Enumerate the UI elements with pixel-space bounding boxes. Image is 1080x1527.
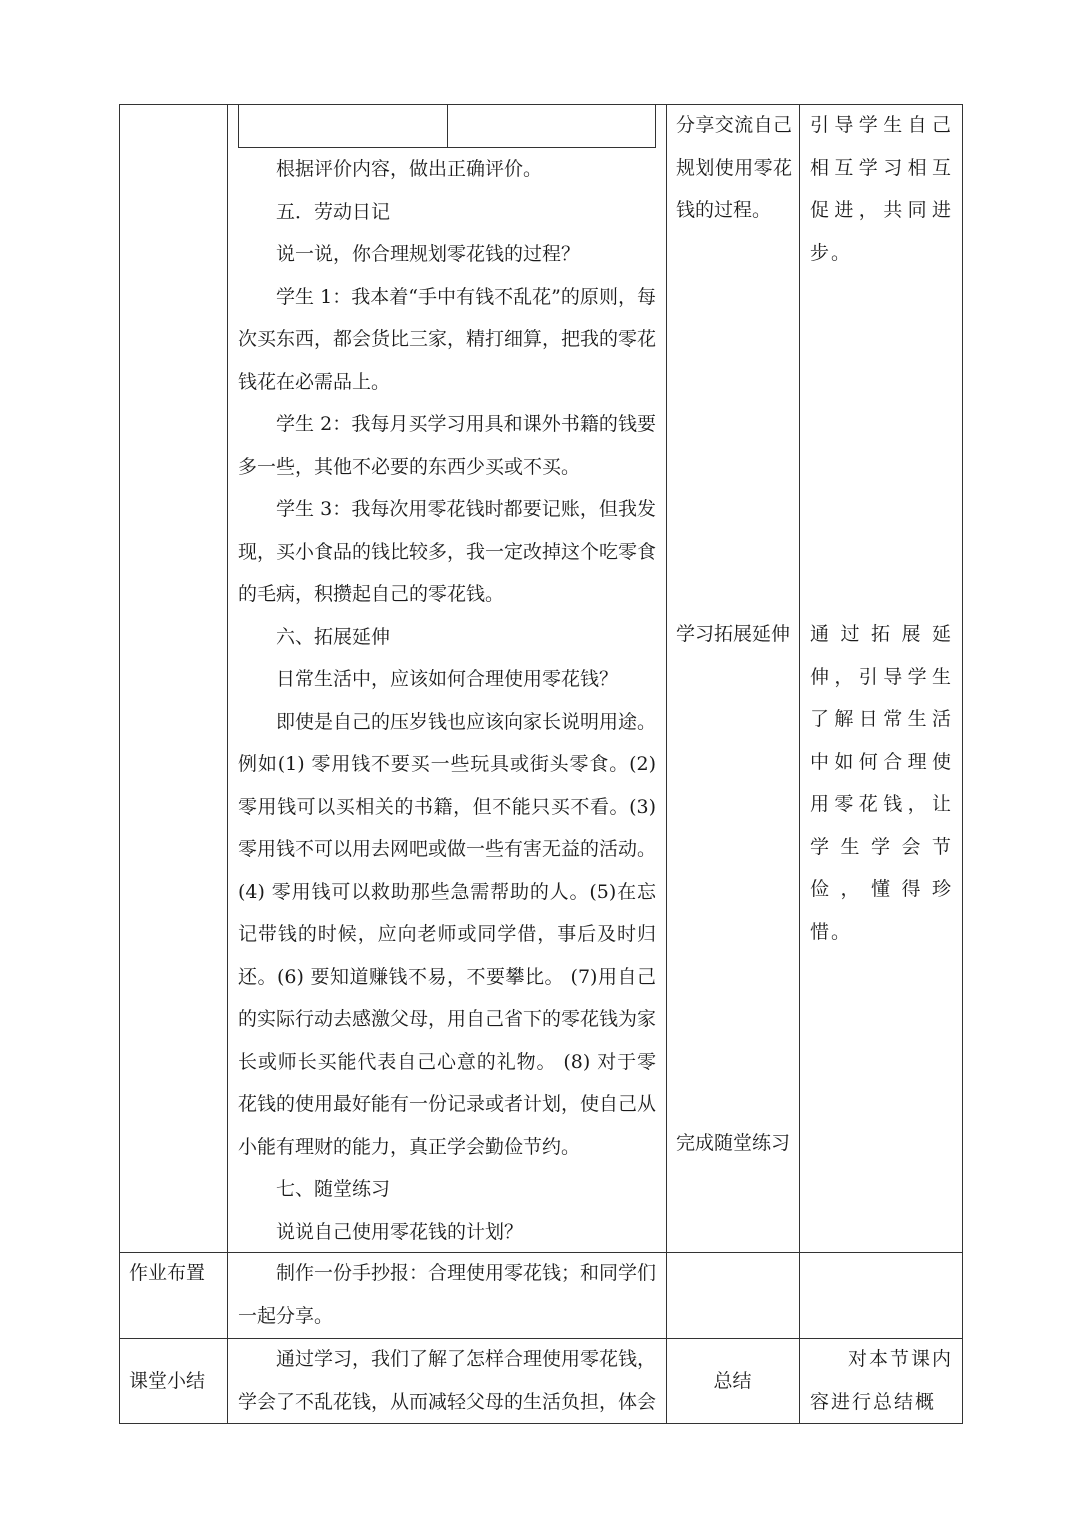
design-intent-b: 通过拓展延伸，引导学生了解日常生活中如何合理使用零花钱，让学生学会节俭，懂得珍惜。 bbox=[810, 623, 953, 943]
section-heading: 五．劳动日记 bbox=[276, 200, 391, 223]
summary-student: 总结 bbox=[713, 1370, 752, 1392]
paragraph: 根据评价内容，做出正确评价。 bbox=[276, 158, 543, 180]
homework-content: 制作一份手抄报：合理使用零花钱；和同学们一起分享。 bbox=[238, 1262, 657, 1327]
student-activity-b: 学习拓展延伸 bbox=[676, 623, 791, 645]
evaluation-table-divider bbox=[447, 105, 448, 147]
paragraph: 学生 3：我每次用零花钱时都要记账，但我发现，买小食品的钱比较多，我一定改掉这个吃零食的毛病，积攒起自己的零花钱。 bbox=[238, 498, 657, 605]
paragraph: 日常生活中，应该如何合理使用零花钱？ bbox=[276, 668, 619, 690]
table-border bbox=[119, 104, 120, 1424]
summary-label: 课堂小结 bbox=[129, 1370, 206, 1392]
student-activity-a: 分享交流自己规划使用零花钱的过程。 bbox=[676, 114, 792, 221]
table-border bbox=[962, 104, 963, 1424]
section-heading: 七、随堂练习 bbox=[276, 1178, 391, 1200]
section-heading: 六、拓展延伸 bbox=[276, 625, 391, 648]
homework-label: 作业布置 bbox=[129, 1262, 206, 1284]
table-border bbox=[227, 104, 228, 1424]
paragraph: 学生 1：我本着“手中有钱不乱花”的原则，每次买东西，都会货比三家，精打细算，把我的零花钱花在必需品上。 bbox=[238, 285, 657, 393]
summary-intent: 对本节课内容进行总结概 bbox=[810, 1348, 954, 1413]
table-border bbox=[799, 104, 800, 1424]
paragraph: 学生 2：我每月买学习用具和课外书籍的钱要多一些，其他不必要的东西少买或不买。 bbox=[238, 413, 656, 478]
student-activity-c: 完成随堂练习 bbox=[676, 1132, 791, 1154]
evaluation-table bbox=[238, 104, 656, 148]
design-intent-a: 引导学生自己相互学习相互促进，共同进步。 bbox=[810, 114, 953, 264]
summary-content: 通过学习，我们了解了怎样合理使用零花钱，学会了不乱花钱，从而减轻父母的生活负担，体会 bbox=[238, 1348, 657, 1413]
paragraph: 即使是自己的压岁钱也应该向家长说明用途。例如(1) 零用钱不要买一些玩具或街头零食。(2)零用钱可以买相关的书籍，但不能只买不看。(3) 零用钱不可以用去网吧或做一些有害无益的活动。(4) 零用钱可以救助那些急需帮助的人。(5)在忘记带钱的时候，应向老师或同学借，事后及时归还。(6) 要知道赚钱不易，不要攀比。 (7)用自己的实际行动去感激父母，用自己省下的零花钱为家长或师长买能代表自己心意的礼物。 (8) 对于零花钱的使用最好能有一份记录或者计划，使自己从小能有理财的能力，真正学会勤俭节约。 bbox=[238, 710, 657, 1158]
paragraph: 说说自己使用零花钱的计划？ bbox=[276, 1220, 524, 1243]
paragraph: 说一说，你合理规划零花钱的过程？ bbox=[276, 243, 581, 265]
table-border bbox=[666, 104, 667, 1424]
teaching-process-content bbox=[238, 148, 656, 1253]
table-border bbox=[119, 1423, 963, 1424]
